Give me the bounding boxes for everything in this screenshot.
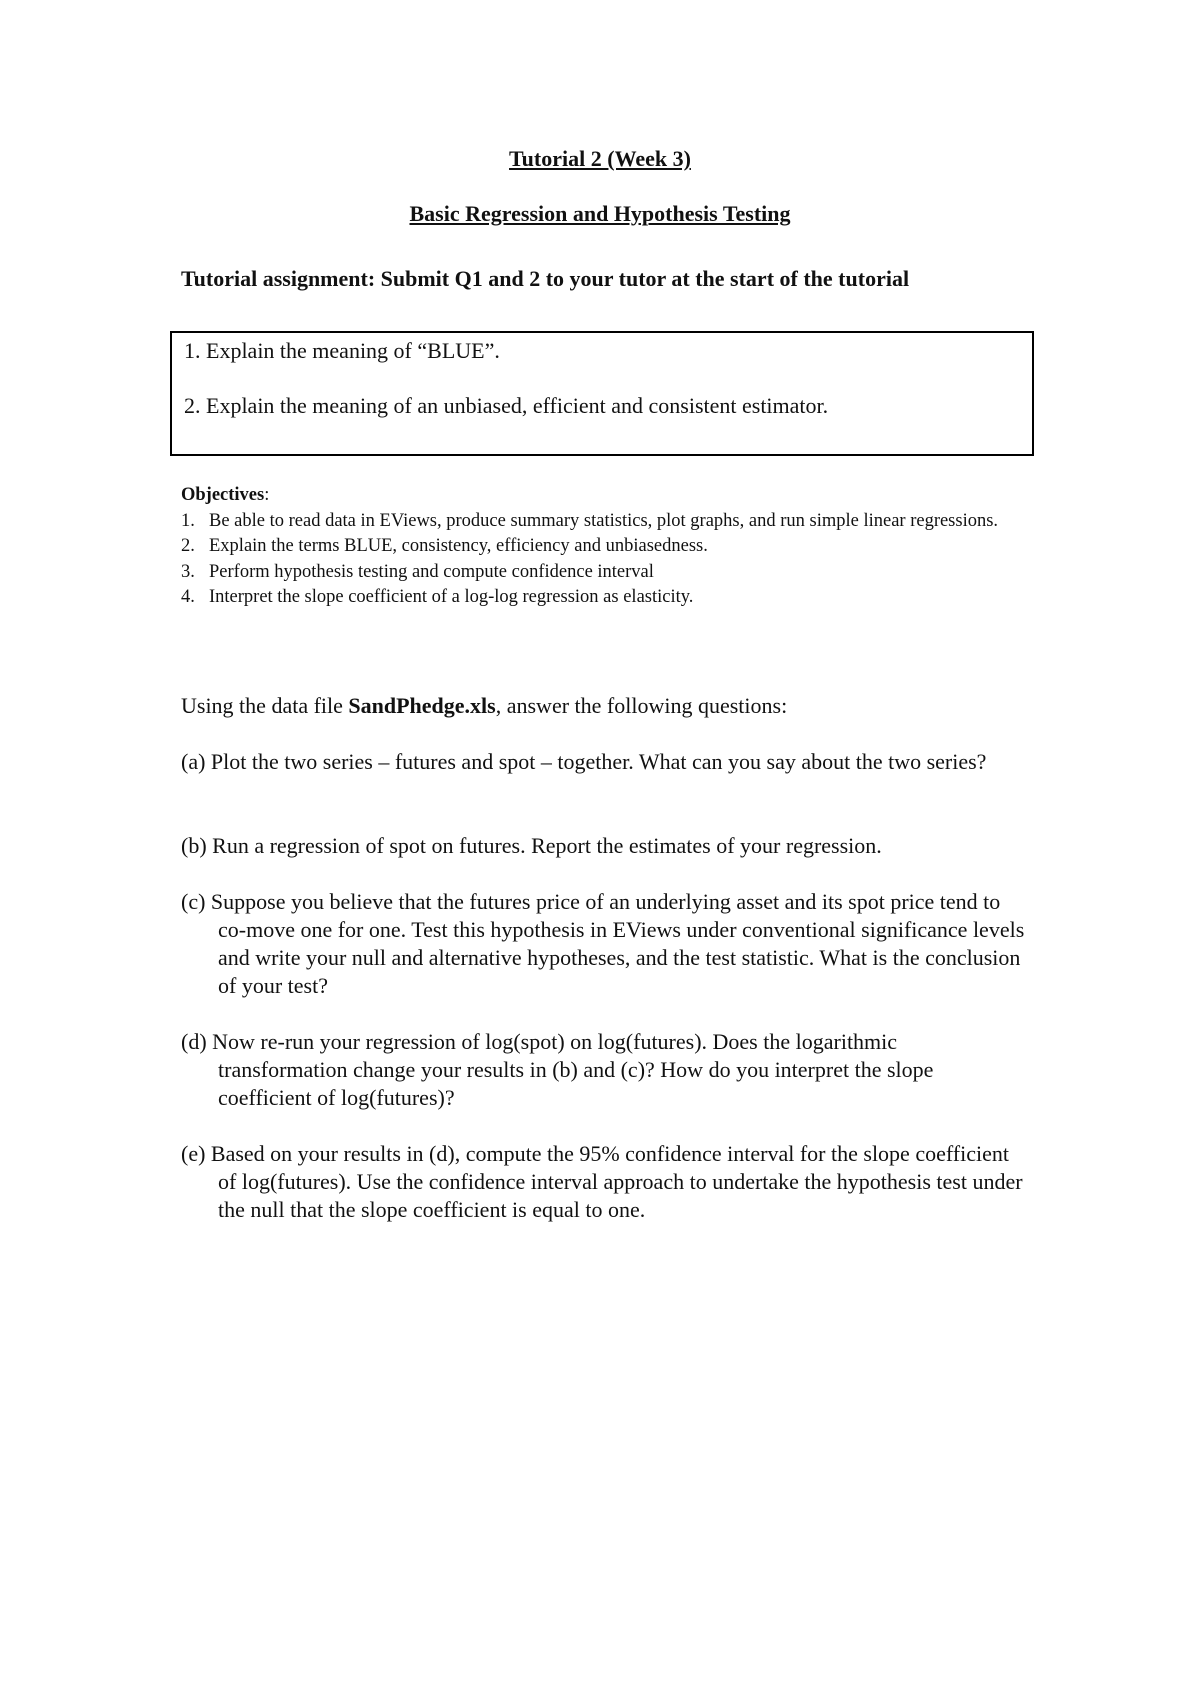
objectives-heading-line [181, 483, 1021, 509]
question-b [181, 832, 1031, 860]
page-subtitle: Basic Regression and Hypothesis Testing [409, 201, 791, 226]
objective-number: 1. [181, 510, 195, 531]
objective-number: 4. [181, 587, 195, 607]
intro-prefix: Using the data file [181, 693, 349, 718]
objectives-section [181, 483, 1021, 611]
question-d [181, 1028, 1031, 1112]
page-title: Tutorial 2 (Week 3) [509, 146, 691, 171]
objective-item [181, 560, 1021, 586]
assignment-instruction: Tutorial assignment: Submit Q1 and 2 to your tutor at the start of the tutorial [181, 266, 910, 291]
objective-text: Be able to read data in EViews, produce summary statistics, plot graphs, and run simple linear regressions. [209, 510, 999, 531]
objective-item [181, 585, 1021, 611]
question-text: (b) Run a regression of spot on futures. Report the estimates of your regression. [181, 833, 882, 858]
intro-line [181, 693, 787, 719]
objective-item [181, 534, 1021, 560]
assignment-question-2: 2. Explain the meaning of an unbiased, efficient and consistent estimator. [184, 393, 829, 418]
objective-text: Interpret the slope coefficient of a log-log regression as elasticity. [209, 587, 694, 607]
assignment-question-1: 1. Explain the meaning of “BLUE”. [184, 338, 500, 363]
data-filename: SandPhedge.xls [348, 693, 496, 718]
objective-number: 3. [181, 561, 195, 582]
question-text: (c) Suppose you believe that the futures price of an underlying asset and its spot price tend to co-move one for one. Test this hypothesis in EViews under conventional significance levels and write your null and alternative hypotheses, and the test statistic. What is the conclusion of your test? [181, 889, 1025, 998]
question-e [181, 1140, 1031, 1224]
assignment-box [170, 331, 1034, 456]
question-text: (d) Now re-run your regression of log(spot) on log(futures). Does the logarithmic transformation change your results in (b) and (c)? How do you interpret the slope coefficient of log(futures)? [181, 1029, 934, 1110]
question-c [181, 888, 1031, 1000]
question-text: (e) Based on your results in (d), compute the 95% confidence interval for the slope coefficient of log(futures). Use the confidence interval approach to undertake the hypothesis test under the null that the slope coefficient is equal to one. [181, 1141, 1023, 1222]
objectives-colon: : [264, 485, 270, 505]
question-a [181, 748, 1031, 776]
objective-number: 2. [181, 536, 195, 556]
question-text: (a) Plot the two series – futures and spot – together. What can you say about the two series? [181, 749, 987, 774]
objective-item [181, 509, 1021, 535]
objective-text: Perform hypothesis testing and compute confidence interval [209, 561, 654, 582]
intro-suffix: , answer the following questions: [495, 693, 788, 718]
objectives-heading: Objectives [181, 485, 265, 505]
objectives-list [181, 509, 1021, 611]
objective-text: Explain the terms BLUE, consistency, efficiency and unbiasedness. [209, 536, 708, 556]
